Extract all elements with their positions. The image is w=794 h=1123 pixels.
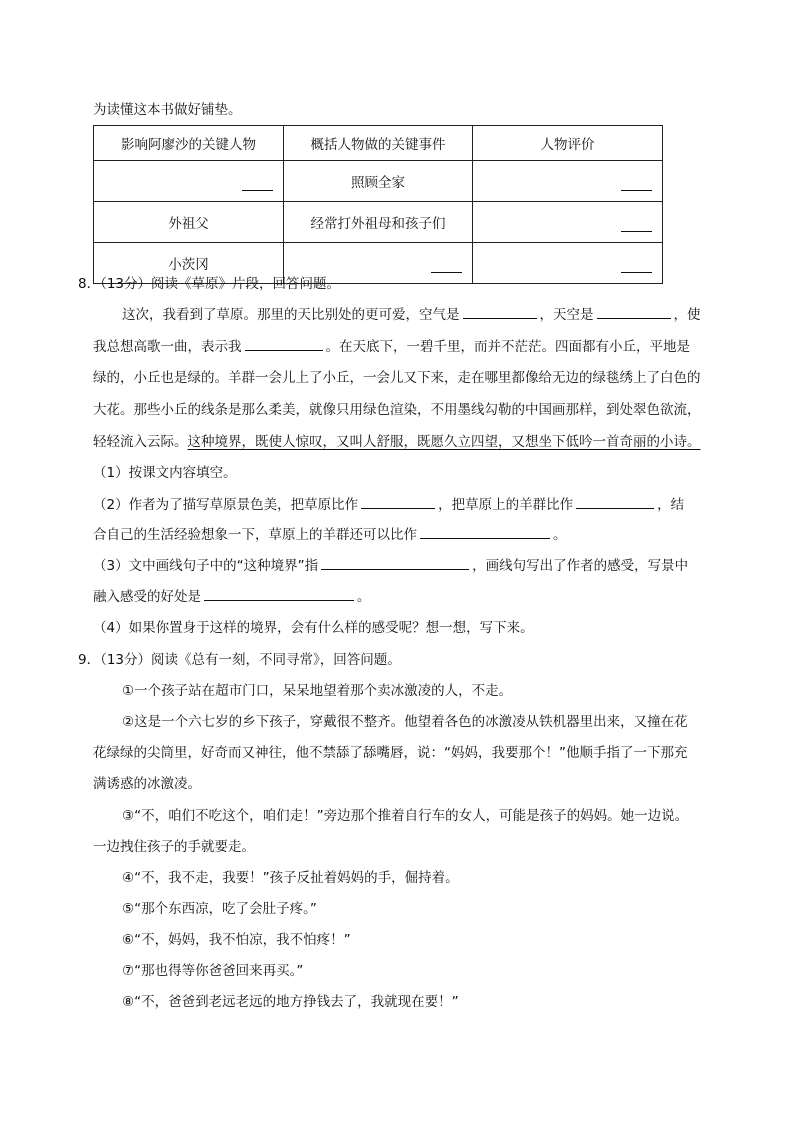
sub-question-3: （3）文中画线句子中的“这种境界”指 ，画线句写出了作者的感受，写景中: [93, 555, 688, 576]
story-paragraph: ⑦“那也得等你爸爸回来再买。”: [122, 963, 304, 979]
table-header: 人物评价: [473, 126, 663, 161]
table-cell-blank[interactable]: [473, 202, 663, 243]
table-cell-blank[interactable]: [94, 161, 284, 202]
question-9-title: 9．（13分）阅读《总有一刻，不同寻常》，回答问题。: [78, 652, 401, 668]
passage-line: 我总想高歌一曲，表示我 。在天底下，一碧千里，而并不茫茫。四面都有小丘，平地是: [93, 336, 690, 357]
passage-line: 轻轻流入云际。这种境界，既使人惊叹，又叫人舒服，既愿久立四望，又想坐下低吟一首奇丽的小诗。: [93, 434, 701, 450]
answer-blank[interactable]: [321, 555, 469, 570]
table-cell: 外祖父: [94, 202, 284, 243]
answer-blank[interactable]: [576, 494, 654, 509]
story-paragraph: ⑥“不，妈妈，我不怕凉，我不怕疼！”: [122, 932, 351, 948]
table-header: 影响阿廖沙的关键人物: [94, 126, 284, 161]
story-paragraph: 花绿绿的尖筒里，好奇而又神往，他不禁舔了舔嘴唇，说：“妈妈，我要那个！”他顺手指了一下那充: [93, 745, 688, 761]
story-paragraph: 一边拽住孩子的手就要走。: [93, 839, 255, 855]
story-paragraph: ②这是一个六七岁的乡下孩子，穿戴很不整齐。他望着各色的冰激凌从铁机器里出来，又撞在花: [122, 714, 688, 730]
table-cell: 照顾全家: [284, 161, 473, 202]
story-paragraph: ④“不，我不走，我要！”孩子反扯着妈妈的手，倔持着。: [122, 870, 459, 886]
sub-question-1: （1）按课文内容填空。: [93, 465, 237, 481]
answer-blank[interactable]: [245, 336, 323, 351]
story-paragraph: ①一个孩子站在超市门口，呆呆地望着那个卖冰激凌的人，不走。: [122, 683, 513, 699]
story-paragraph: ⑧“不，爸爸到老远老远的地方挣钱去了，我就现在要！”: [122, 994, 459, 1010]
answer-blank[interactable]: [420, 524, 550, 539]
table-cell-blank[interactable]: [473, 161, 663, 202]
answer-blank[interactable]: [204, 586, 354, 601]
table-cell: 小茨冈: [94, 243, 284, 284]
answer-blank[interactable]: [597, 304, 671, 319]
table-header: 概括人物做的关键事件: [284, 126, 473, 161]
question-8-title: 8．（13分）阅读《草原》片段，回答问题。: [78, 276, 341, 292]
table-header-row: [94, 126, 663, 161]
sub-question-3-cont: 融入感受的好处是 。: [93, 586, 371, 607]
answer-blank[interactable]: [361, 494, 435, 509]
passage-line: 大花。那些小丘的线条是那么柔美，就像只用绿色渲染，不用墨线勾勒的中国画那样，到处翠色欲流，: [93, 402, 701, 418]
character-table: [93, 125, 663, 284]
table-row: [94, 161, 663, 202]
answer-blank[interactable]: [463, 304, 537, 319]
story-paragraph: 满诱惑的冰激凌。: [93, 776, 201, 792]
underlined-sentence: 这种境界，既使人惊叹，又叫人舒服，既愿久立四望，又想坐下低吟一首奇丽的小诗。: [187, 434, 701, 450]
table-cell-blank[interactable]: [473, 243, 663, 284]
story-paragraph: ⑤“那个东西凉，吃了会肚子疼。”: [122, 901, 317, 917]
table-cell: 经常打外祖母和孩子们: [284, 202, 473, 243]
intro-text: 为读懂这本书做好铺垫。: [93, 102, 242, 118]
passage-line: 绿的，小丘也是绿的。羊群一会儿上了小丘，一会儿又下来，走在哪里都像给无边的绿毯绣上了白色的: [93, 370, 701, 386]
table-row: [94, 202, 663, 243]
story-paragraph: ③“不，咱们不吃这个，咱们走！”旁边那个推着自行车的女人，可能是孩子的妈妈。她一边说。: [122, 808, 689, 824]
sub-question-4: （4）如果你置身于这样的境界，会有什么样的感受呢？想一想，写下来。: [93, 620, 534, 636]
sub-question-2-cont: 合自己的生活经验想象一下，草原上的羊群还可以比作 。: [93, 524, 567, 545]
sub-question-2: （2）作者为了描写草原景色美，把草原比作 ，把草原上的羊群比作 ，结: [93, 494, 684, 515]
passage-line: 这次，我看到了草原。那里的天比别处的更可爱，空气是 ，天空是 ，使: [122, 304, 701, 325]
